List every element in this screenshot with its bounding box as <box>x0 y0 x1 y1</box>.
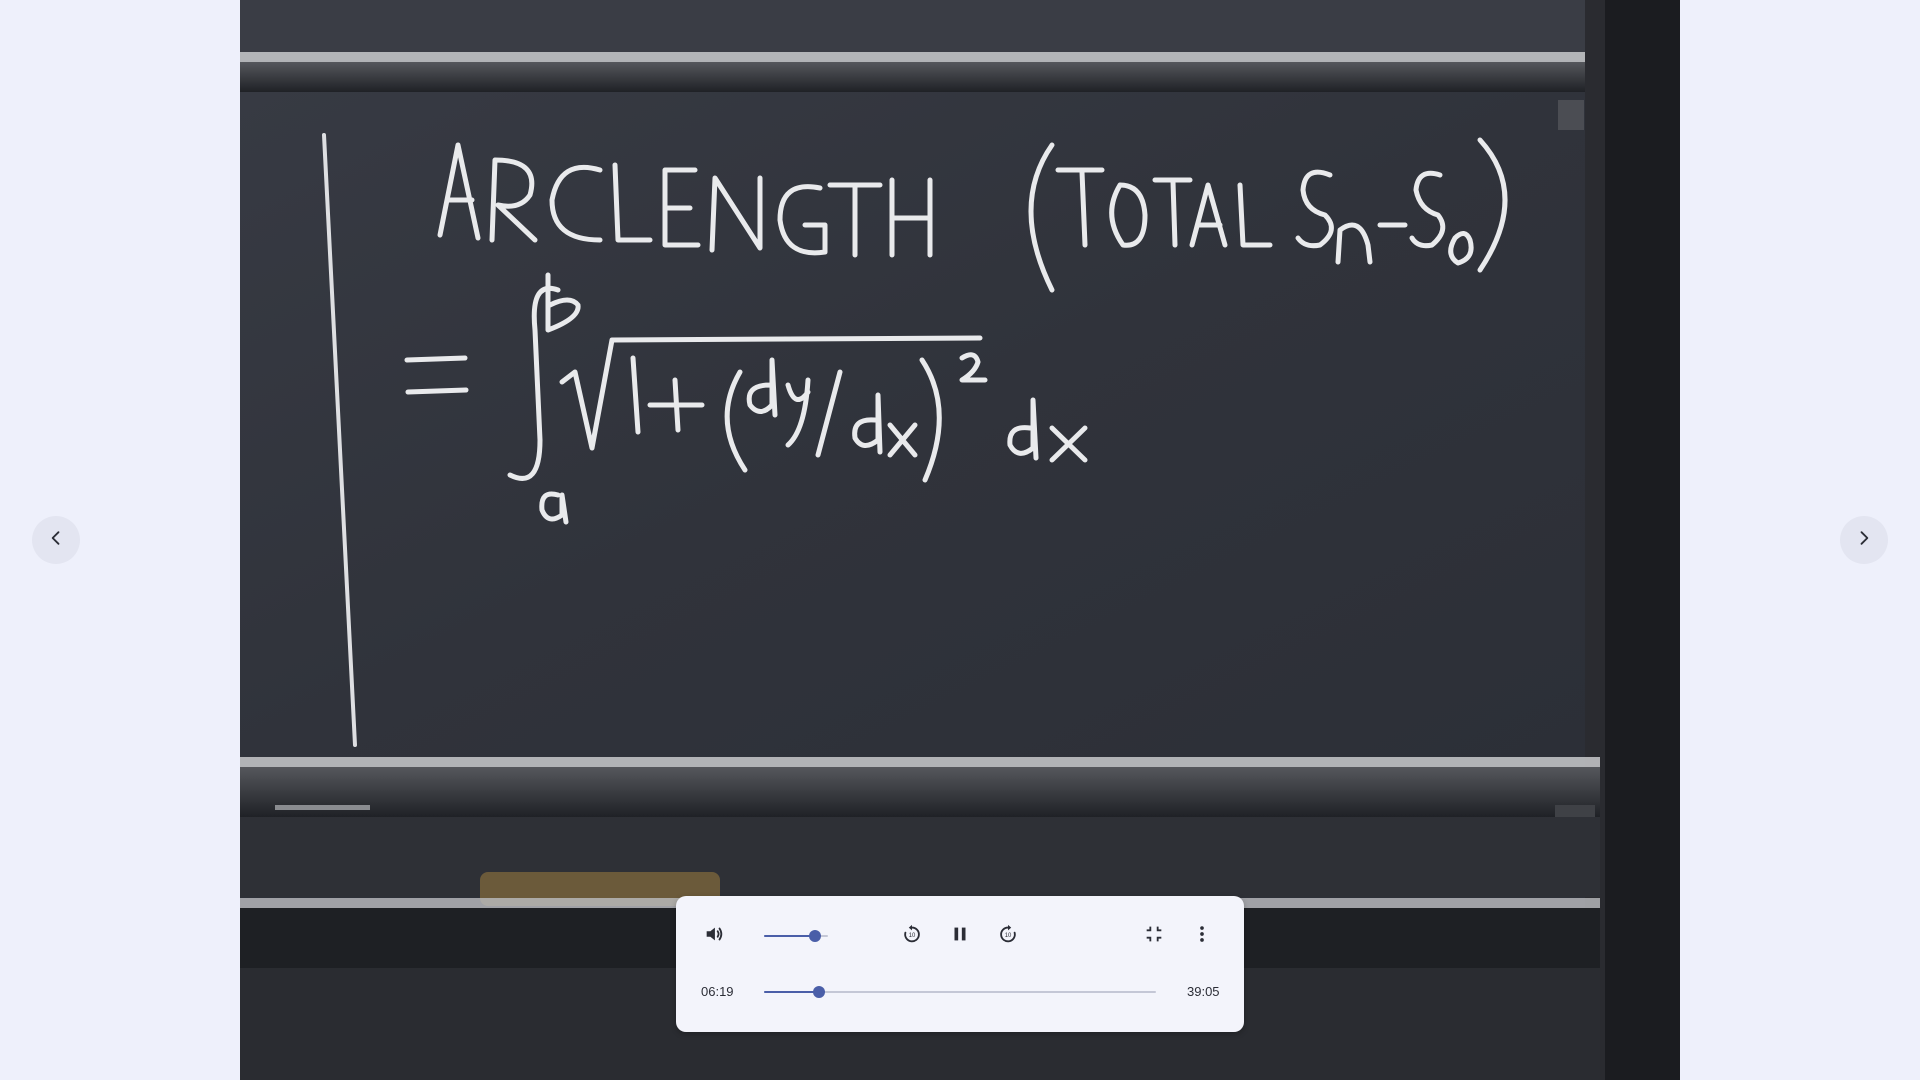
player-controls <box>676 896 1244 1032</box>
volume-icon <box>703 923 725 950</box>
svg-text:10: 10 <box>908 932 916 939</box>
rewind-10-button[interactable] <box>898 922 926 950</box>
more-options-button[interactable] <box>1188 922 1216 950</box>
previous-button[interactable] <box>32 516 80 564</box>
current-time: 06:19 <box>701 984 734 999</box>
volume-slider[interactable] <box>764 935 828 937</box>
forward-10-button[interactable] <box>994 922 1022 950</box>
more-vert-icon <box>1191 923 1213 950</box>
seek-bar-thumb[interactable] <box>813 986 825 998</box>
replay-10-icon <box>901 923 923 950</box>
volume-slider-thumb[interactable] <box>809 930 821 942</box>
chevron-left-icon <box>46 528 66 553</box>
chevron-right-icon <box>1854 528 1874 553</box>
svg-text:10: 10 <box>1004 932 1012 939</box>
forward-10-icon <box>997 923 1019 950</box>
volume-slider-fill <box>764 935 815 937</box>
exit-fullscreen-icon <box>1143 923 1165 950</box>
total-time: 39:05 <box>1187 984 1220 999</box>
pause-icon <box>949 923 971 950</box>
seek-bar[interactable] <box>764 991 1156 993</box>
exit-fullscreen-button[interactable] <box>1140 922 1168 950</box>
next-button[interactable] <box>1840 516 1888 564</box>
volume-button[interactable] <box>700 922 728 950</box>
seek-bar-fill <box>764 991 819 993</box>
pause-button[interactable] <box>946 922 974 950</box>
